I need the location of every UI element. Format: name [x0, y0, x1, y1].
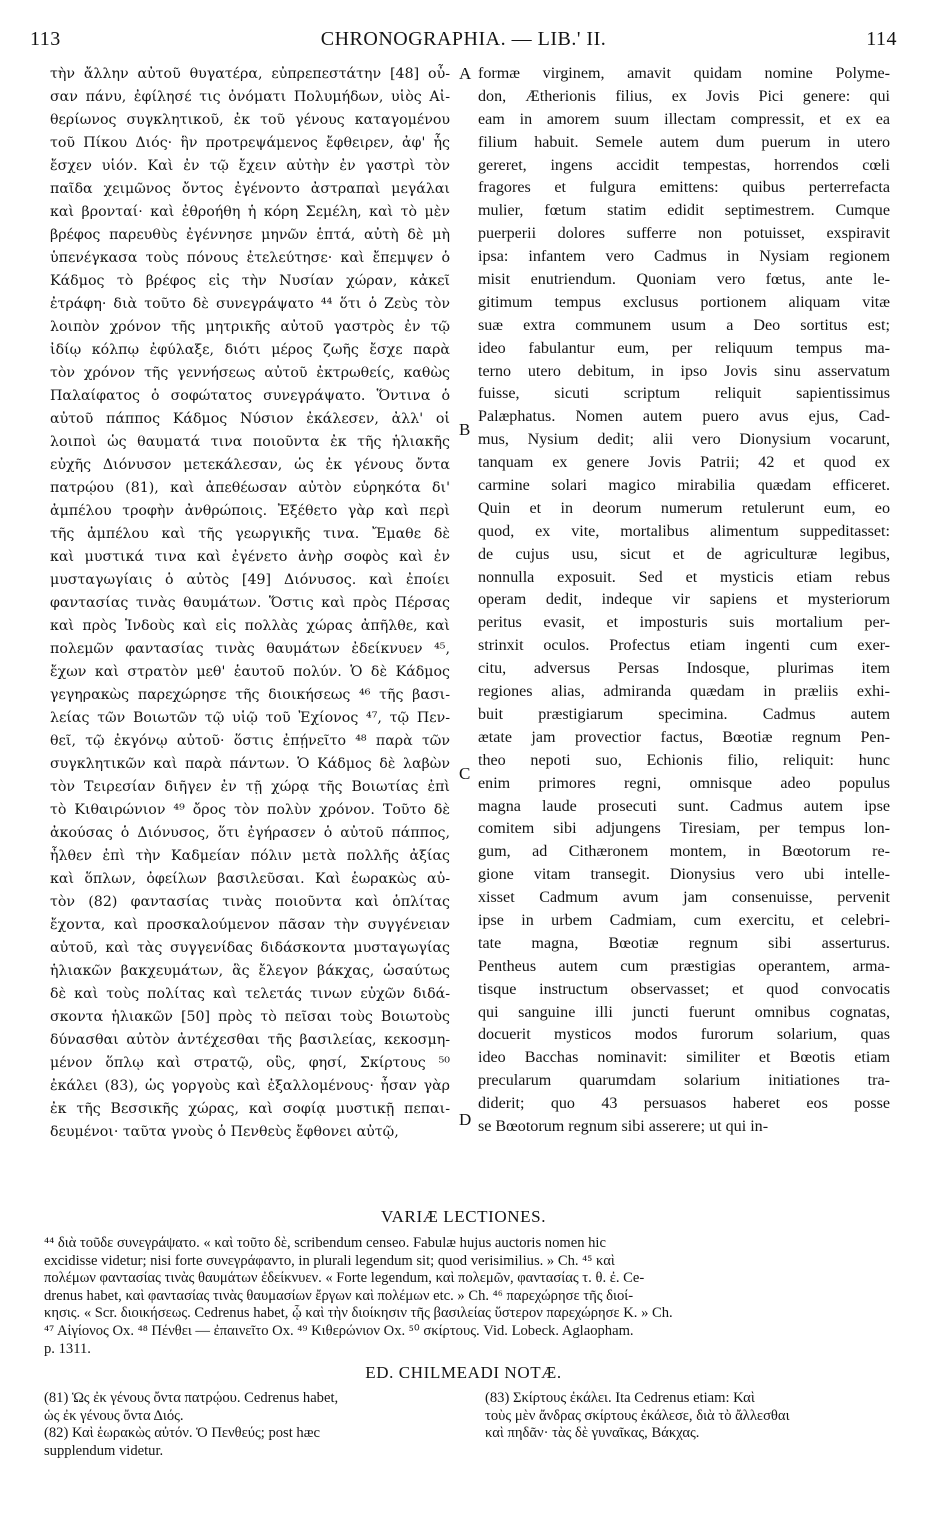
- greek-text-line: ἀμπέλου τροφὴν ἀνθρώποις. Ἐξέθετο γὰρ καὶ περὶ: [50, 503, 450, 519]
- greek-text-line: θεῖ, τῷ ἐκγόνῳ αὐτοῦ· ὅστις ἐπῄνεῖτο ⁴⁸ παρὰ τῶν: [50, 733, 450, 749]
- chilmeadi-notes-title: ED. CHILMEADI NOTÆ.: [365, 1363, 562, 1382]
- greek-text-line: λοιποὶ ὡς θαυματά τινα ποιοῦντα ἐκ τῆς ἡλιακῆς: [50, 434, 450, 450]
- latin-text-line: ipse in urbem Cadmiam, cum exercitu, et celebri-: [478, 911, 890, 929]
- greek-text-line: τὸ Κιθαιρώνιον ⁴⁹ ὄρος τὸν πολὺν χρόνον. Τοῦτο δὲ: [50, 802, 450, 818]
- greek-text-line: δευμένοι· ταῦτα γνοὺς ὁ Πενθεὺς ἔφθονει αὐτῷ,: [50, 1124, 399, 1140]
- latin-text-line: Pentheus autem cum præstigias operantem, arma-: [478, 957, 890, 975]
- greek-text-column: [50, 63, 450, 1144]
- greek-text-line: τὴν ἄλλην αὐτοῦ θυγατέρα, εὐπρεπεστάτην [48] οὖ-: [50, 66, 450, 82]
- latin-text-column: [478, 63, 890, 1139]
- latin-text-line: carmine solari magico mirabilia quædam efficeret.: [478, 477, 890, 495]
- greek-text-line: τὸν χρόνον τῆς γεννήσεως αὐτοῦ ἐκτρωθείς, καθὼς: [50, 365, 450, 381]
- latin-text-line: magna laude prosecuti sunt. Cadmus autem ipse: [478, 797, 890, 815]
- greek-text-line: αὐτοῦ πάππος Κάδμος Νύσιον ἐκάλεσεν, ἀλλ' οἱ: [50, 411, 450, 427]
- latin-text-line: mulier, fœtum statim edidit septimestrem. Cumque: [478, 202, 890, 220]
- latin-text-line: de cujus usu, sicut et de agriculturæ legibus,: [478, 545, 890, 563]
- latin-text-line: don, Ætherionis filius, ex Jovis Pici genere: qui: [478, 87, 890, 105]
- variae-lectiones-title: VARIÆ LECTIONES.: [380, 1207, 547, 1226]
- latin-text-line: suæ extra communem usum a Deo sortitus est;: [478, 316, 890, 334]
- greek-text-line: φαντασίας τινὰς θαυμάτων. Ὅστις καὶ πρὸς Πέρσας: [50, 595, 450, 611]
- greek-text-line: αὐτοῦ, καὶ τὰς συγγενίδας διδάσκοντα μυσταγωγίας: [50, 940, 450, 956]
- latin-text-line: gereret, ingens accidit tempestas, horrendos cœli: [478, 156, 890, 174]
- margin-letter-c: C: [459, 764, 471, 783]
- greek-text-line: ἰδίῳ κόλπῳ ἐφύλαξε, διότι μέρος ζωῆς ἔσχε παρὰ: [50, 342, 450, 358]
- latin-text-line: fragores et fulgura emittens: quibus perterrefacta: [478, 179, 890, 197]
- margin-letter-a: A: [459, 64, 472, 83]
- latin-text-line: operam dedit, indeque vir sapiens et mysteriorum: [478, 591, 890, 609]
- greek-text-line: τῆς ἀμπέλου καὶ τῆς γεωργικῆς τινα. Ἔμαθε δὲ: [50, 526, 450, 542]
- latin-text-line: nonnulla exposuit. Sed et mysticis etiam rebus: [478, 568, 890, 586]
- note-line: (81) Ὡς ἐκ γένους ὄντα πατρῴου. Cedrenus habet,: [44, 1390, 339, 1406]
- note-line: καὶ πηδᾶν· τὰς δὲ γυναῖκας, Βάκχας.: [485, 1425, 700, 1442]
- latin-text-line: ætate jam provectior factus, Bœotiæ regnum Pen-: [478, 728, 890, 746]
- margin-letter-d: D: [459, 1110, 472, 1129]
- greek-text-line: ὑπενέγκασα τοὺς πόνους ἐτελεύτησε· καὶ ἔπεμψεν ὁ: [50, 250, 450, 266]
- greek-text-line: παῖδα χειμῶνος ὄντος ἐγένοντο ἀστραπαὶ μεγάλαι: [50, 181, 450, 197]
- greek-text-line: τὸν (82) φαντασίας τινὰς ποιοῦντα καὶ ὁπλίτας: [50, 894, 450, 910]
- latin-text-line: ipsa: infantem vero Cadmus in Nysiam regionem: [478, 248, 890, 266]
- greek-text-line: ἐκάλει (83), ὡς γοργοὺς καὶ ἐξαλλομένους· ἦσαν γὰρ: [50, 1078, 450, 1094]
- greek-text-line: δὲ καὶ τοὺς πολίτας καὶ τελετάς τινων εὐχῶν διδά-: [50, 986, 450, 1002]
- latin-text-line: peritus evasit, et imposturis suis mortalium per-: [478, 614, 890, 632]
- latin-text-line: gione vitam transegit. Dionysius vero ubi intelle-: [478, 866, 890, 884]
- latin-text-line: tisque instructum observasset; et quod convocatis: [478, 980, 890, 998]
- variae-lectiones-body: [44, 1235, 890, 1358]
- greek-text-line: τὸν Τειρεσίαν διῆγεν ἐν τῇ χώρᾳ τῆς Βοιωτίας ἐπὶ: [50, 779, 450, 795]
- note-line: ὡς ἐκ γένους ὄντα Διός.: [44, 1407, 184, 1424]
- latin-text-line: formæ virginem, amavit quidam nomine Polyme-: [478, 65, 890, 82]
- latin-text-line: citu, adversus Persas Indosque, plurimas item: [478, 660, 890, 678]
- note-line: supplendum videtur.: [44, 1442, 164, 1459]
- greek-text-line: ἦλθεν ἐπὶ τὴν Καδμείαν πόλιν μετὰ πολλῆς ἀξίας: [50, 848, 450, 864]
- greek-text-line: σκοντα ἡλιακῶν [50] πρὸς τὸ πεῖσαι τοὺς Βοιωτοὺς: [50, 1009, 450, 1025]
- greek-text-line: ἡλιακῶν βακχευμάτων, ἃς ἔλεγον βάκχας, ὡσαύτως: [50, 963, 450, 979]
- greek-text-line: Παλαίφατος ὁ σοφώτατος συνεγράψατο. Ὅντινα ὁ: [50, 388, 450, 404]
- greek-text-line: καὶ πρὸς Ἰνδοὺς καὶ εἰς πολλὰς χώρας ἀπῆλθε, καὶ: [50, 618, 450, 634]
- greek-text-line: τοῦ Πίκου Διός· ἣν προτρεψάμενος ἔφθειρεν, ἀφ' ἧς: [50, 135, 450, 151]
- note-line: τοὺς μὲν ἄνδρας σκίρτους ἐκάλεσε, διὰ τὸ ἄλλεσθαι: [485, 1407, 790, 1424]
- latin-text-line: enim primores regni, omnisque adeo populus: [478, 774, 890, 792]
- greek-text-line: ἔσχεν υἱόν. Καὶ ἐν τῷ ἔχειν αὐτὴν ἐν γαστρὶ τὸν: [50, 158, 450, 174]
- latin-text-line: precularum quarumdam solarium initiationes tra-: [478, 1072, 890, 1090]
- variae-lectio-line: πολέμων φαντασίας τινὰς θαυμάτων ἐδείκνυεν. « Forte legendum, καὶ πολεμῶν, φαντασίας τ. θ. ἐ. Ce-: [44, 1270, 645, 1287]
- running-title: CHRONOGRAPHIA. — LIB.' II.: [320, 28, 607, 50]
- greek-text-line: ἐτράφη· διὰ τοῦτο δὲ συνεγράψατο ⁴⁴ ὅτι ὁ Ζεὺς τὸν: [50, 296, 450, 312]
- page-number-left: 113: [30, 28, 61, 50]
- latin-text-line: filium habuit. Semele autem dum puerum in utero: [478, 133, 890, 151]
- greek-text-line: Κάδμος τὸ βρέφος εἰς τὴν Νυσίαν χώραν, κἀκεῖ: [50, 273, 450, 289]
- latin-text-line: tate magna, Bœotiæ regnum sibi asserturus.: [478, 934, 890, 952]
- latin-text-line: fuisse, sicuti scriptum reliquit sapientissimus: [478, 385, 890, 403]
- margin-letter-b: B: [459, 420, 471, 439]
- latin-text-line: comitem sibi adjungens Tiresiam, per tempus lon-: [478, 820, 890, 838]
- greek-text-line: λείας τῶν Βοιωτῶν τῷ υἱῷ τοῦ Ἐχίονος ⁴⁷, τῷ Πεν-: [50, 710, 450, 726]
- greek-text-line: δύνασθαι αὐτὸν ἀντέχεσθαι τῆς βασιλείας, κεκοσμη-: [50, 1032, 450, 1048]
- latin-text-line: quod, ex vite, mortalibus alimentum suppeditasset:: [478, 522, 890, 540]
- greek-text-line: γεγηρακὼς παρεχώρησε τῆς διοικήσεως ⁴⁶ τῆς βασι-: [50, 687, 450, 703]
- latin-text-line: mus, Nysium dedit; alii vero Dionysium vocarunt,: [478, 431, 890, 449]
- latin-text-line: docuerit mysticos modos furorum solarium, quas: [478, 1026, 890, 1044]
- latin-text-line: ideo Bacchas nominavit: similiter et Bœotis etiam: [478, 1049, 890, 1067]
- greek-text-line: καὶ βρονταί· καὶ ἐθροήθη ἡ κόρη Σεμέλη, καὶ τὸ μὲν: [50, 204, 450, 220]
- greek-text-line: ἔχοντα, καὶ προσκαλούμενον πᾶσαν τὴν συγγένειαν: [50, 917, 450, 933]
- latin-text-line: regiones alias, admiranda quædam in præliis exhi-: [478, 683, 890, 701]
- latin-text-line: eam in amorem suum illectam compressit, et ex ea: [478, 110, 890, 128]
- greek-text-line: λοιπὸν χρόνον τῆς μητρικῆς αὐτοῦ γαστρὸς ἐν τῷ: [50, 319, 450, 335]
- note-line: (83) Σκίρτους ἐκάλει. Ita Cedrenus etiam: Καὶ: [485, 1390, 755, 1406]
- greek-text-line: καὶ ὅπλων, ὀφείλων βασιλεῦσαι. Καὶ ἑωρακὼς αὐ-: [50, 871, 450, 887]
- greek-text-line: θερίωνος συγκλητικοῦ, ἐκ τοῦ γένους καταγομένου: [50, 112, 450, 128]
- greek-text-line: ἔχων καὶ στρατὸν μεθ' ἑαυτοῦ πολύν. Ὁ δὲ Κάδμος: [50, 664, 450, 680]
- variae-lectio-line: κησις. « Scr. διοικήσεως. Cedrenus habet, ᾧ καὶ τὴν διοίκησιν τῆς βασιλείας ὕστερον παρεχώρησε Κ. » Ch.: [44, 1305, 673, 1322]
- latin-text-line: gitimum tempus exclusus portionem aliquam vitæ: [478, 293, 890, 311]
- greek-text-line: συγκλητικῶν καὶ παρὰ πάντων. Ὁ Κάδμος δὲ λαβὼν: [50, 756, 450, 772]
- latin-text-line: qui sanguine illi juncti fuerunt omnibus cognatas,: [478, 1003, 890, 1021]
- latin-text-line: ideo fabulantur eum, per reliquum tempus ma-: [478, 339, 890, 357]
- latin-text-line: misit enutriendum. Quoniam vero fœtus, ante le-: [478, 271, 890, 289]
- latin-text-line: terno utero debitum, in ipso Jovis sinu asservatum: [478, 362, 890, 380]
- running-header: [30, 28, 897, 54]
- notes-right-column: [485, 1390, 895, 1443]
- latin-text-line: Palæphatus. Nomen autem puero avus ejus, Cad-: [478, 408, 890, 426]
- latin-text-line: buit præstigiarum specimina. Cadmus autem: [478, 705, 890, 723]
- latin-text-line: xisset Cadmum avum jam consenuisse, pervenit: [478, 889, 890, 907]
- greek-text-line: σαν πάνυ, ἐφίλησέ τις ὀνόματι Πολυμήδων, υἱὸς Αἰ-: [50, 89, 450, 105]
- latin-text-line: theo nepoti suo, Echionis filio, reliquit: hunc: [478, 751, 890, 769]
- variae-lectio-line: ⁴⁷ Αἰγίονος Ox. ⁴⁸ Πένθει — ἐπαινεῖτο Ox. ⁴⁹ Κιθερώνιον Ox. ⁵⁰ σκίρτους. Vid. Lobeck. Aglaopham.: [44, 1322, 634, 1339]
- greek-text-line: ἀκούσας ὁ Διόνυσος, ὅτι ἐγήρασεν ὁ αὐτοῦ πάππος,: [50, 825, 450, 841]
- greek-text-line: πατρῴου (81), καὶ ἀπεθέωσαν αὐτὸν εὑρηκότα δι': [50, 480, 450, 496]
- greek-text-line: εὐχῆς Διόνυσον μετεκάλεσαν, ὡς ἐκ γένους ὄντα: [50, 457, 450, 473]
- greek-text-line: μένον ὅπλῳ καὶ στρατῷ, οὓς, φησί, Σκίρτους ⁵⁰: [50, 1055, 450, 1071]
- greek-text-line: ἐκ τῆς Βεσσικῆς χώρας, καὶ σοφίᾳ μυστικῇ πεπαι-: [50, 1101, 450, 1117]
- variae-lectio-line: ⁴⁴ διὰ τοῦδε συνεγράψατο. « καὶ τοῦτο δὲ, scribendum censeo. Fabulæ hujus auctoris nomen hic: [44, 1235, 606, 1251]
- latin-text-line: se Bœotorum regnum sibi asserere; ut qui in-: [478, 1117, 769, 1135]
- latin-text-line: gum, ad Cithæronem montem, in Bœotorum re-: [478, 843, 890, 861]
- latin-text-line: strinxit oculos. Profectus etiam ingenti cum exer-: [478, 637, 890, 655]
- notes-left-column: [44, 1390, 454, 1460]
- greek-text-line: μυσταγωγίαις ὁ αὐτὸς [49] Διόνυσος. καὶ ἐποίει: [50, 572, 450, 588]
- latin-text-line: puerperii dolores sufferre non potuisset, exspiravit: [478, 225, 890, 243]
- variae-lectio-line: drenus habet, καὶ φαντασίας τινὰς θαυμασίων ἔργων καὶ πολέμων etc. » Ch. ⁴⁶ παρεχώρησε τῆς διοί-: [44, 1287, 634, 1304]
- page-number-right: 114: [866, 28, 897, 50]
- latin-text-line: tanquam ex genere Jovis Patrii; 42 et quod ex: [478, 454, 890, 472]
- latin-text-line: Quin et in deorum numerum retulerunt eum, eo: [478, 499, 890, 517]
- variae-lectio-line: excidisse videtur; nisi forte συνεγράφαντο, in plurali legendum sit; quod verisimilius. » Ch. ⁴⁵ καὶ: [44, 1252, 615, 1269]
- note-line: (82) Καὶ ἑωρακὼς αὐτόν. Ὁ Πενθεύς; post hæc: [44, 1425, 320, 1442]
- greek-text-line: καὶ μυστικά τινα καὶ ἐγένετο ἀνὴρ σοφὸς καὶ ἐν: [50, 549, 450, 565]
- latin-text-line: diderit; quo 43 persuasos haberet eos posse: [478, 1095, 890, 1113]
- greek-text-line: βρέφος παρευθὺς ἐγέννησε μηνῶν ἑπτά, αὐτὴ δὲ μὴ: [50, 227, 450, 243]
- variae-lectio-line: p. 1311.: [44, 1340, 91, 1357]
- greek-text-line: πολεμῶν φαντασίας τινὰς θαυμάτων ἐδείκνυεν ⁴⁵,: [50, 641, 450, 657]
